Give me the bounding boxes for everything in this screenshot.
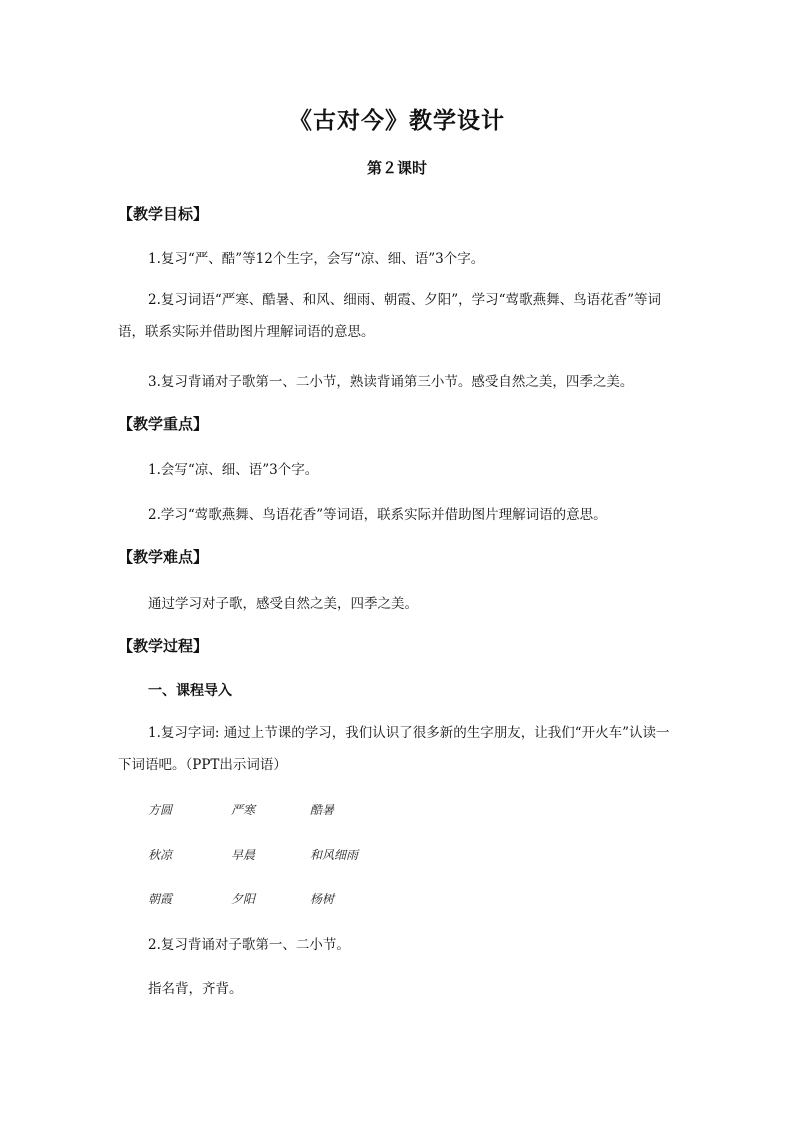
vocab-word: 朝霞 bbox=[148, 892, 173, 906]
vocab-word: 秋凉 bbox=[148, 848, 173, 862]
heading-difficulties: 【教学难点】 bbox=[118, 548, 209, 566]
vocab-word: 杨树 bbox=[310, 892, 335, 906]
section-intro-title: 一、课程导入 bbox=[148, 683, 232, 699]
vocab-word: 方圆 bbox=[148, 803, 173, 817]
vocab-word: 夕阳 bbox=[231, 892, 256, 906]
vocab-word: 严寒 bbox=[231, 803, 256, 817]
goal-item-2: 2.复习词语“严寒、酷暑、和风、细雨、朝霞、夕阳”，学习“莺歌燕舞、鸟语花香”等词语，联系实际并借助图片理解词语的意思。 bbox=[118, 292, 661, 340]
goal-item-3: 3.复习背诵对子歌第一、二小节，熟读背诵第三小节。感受自然之美，四季之美。 bbox=[148, 374, 634, 390]
vocab-word: 早晨 bbox=[231, 848, 256, 862]
heading-process: 【教学过程】 bbox=[118, 637, 209, 655]
process-item-1: 1.复习字词: 通过上节课的学习，我们认识了很多新的生字朋友，让我们“开火车”认读一下词语吧。（PPT出示词语） bbox=[118, 725, 670, 773]
key-item-1: 1.会写“凉、细、语”3个字。 bbox=[148, 462, 319, 478]
key-item-2: 2.学习“莺歌燕舞、鸟语花香”等词语，联系实际并借助图片理解词语的意思。 bbox=[148, 507, 607, 523]
heading-key-points: 【教学重点】 bbox=[118, 415, 209, 433]
process-item-2: 2.复习背诵对子歌第一、二小节。 bbox=[148, 937, 350, 953]
heading-goals: 【教学目标】 bbox=[118, 205, 209, 223]
difficulty-item-1: 通过学习对子歌，感受自然之美，四季之美。 bbox=[148, 596, 418, 612]
lesson-subtitle: 第２课时 bbox=[366, 159, 427, 177]
vocab-word: 和风细雨 bbox=[310, 848, 359, 862]
goal-item-1: 1.复习“严、酷”等12个生字，会写“凉、细、语”3个字。 bbox=[148, 251, 485, 267]
vocab-word: 酷暑 bbox=[310, 803, 335, 817]
process-item-3: 指名背，齐背。 bbox=[148, 981, 243, 997]
document-title: 《古对今》教学设计 bbox=[289, 107, 505, 134]
